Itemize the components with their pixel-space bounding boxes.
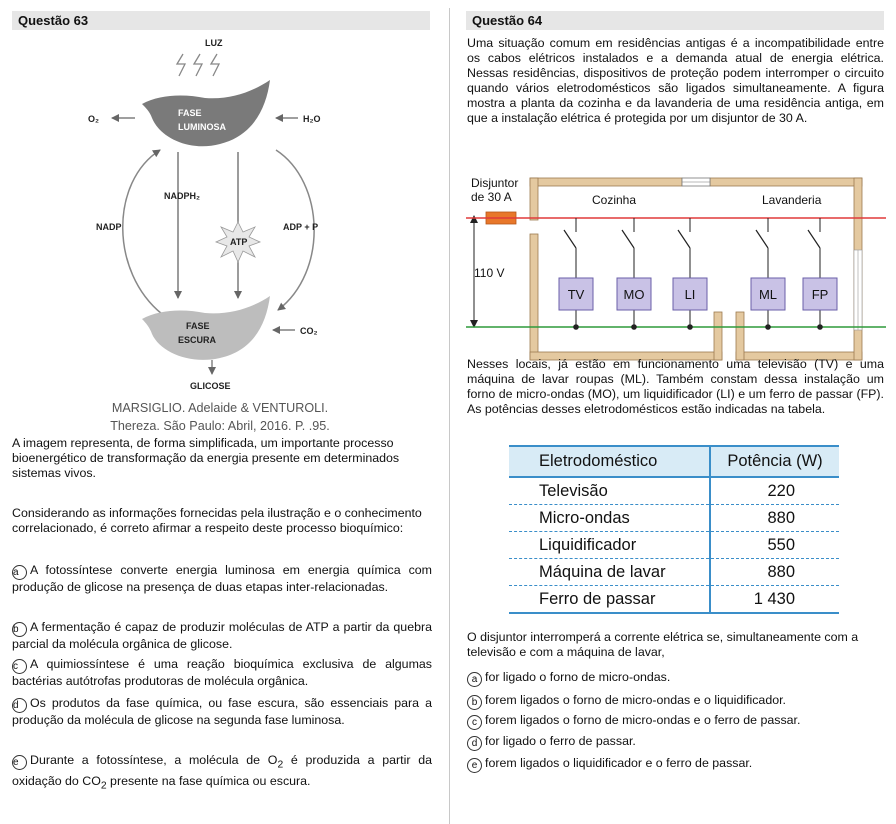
fase-escura-label-1: FASE <box>186 321 210 331</box>
q64-text2: Nesses locais, já estão em funcionamento uma televisão (TV) e uma máquina de lavar roupas (ML). Também constam dessa instalação um forno de micro-ondas (MO), um liquidificador (LI) e um ferro de passar (FP). As potências desses eletrodomésticos estão indicadas na tabela. <box>467 357 884 416</box>
table-header-appliance: Eletrodoméstico <box>509 446 710 477</box>
photosynthesis-diagram <box>80 32 370 392</box>
adp-label: ADP + P <box>283 222 319 232</box>
table-row: Máquina de lavar 880 <box>509 559 839 586</box>
fase-luminosa-label-1: FASE <box>178 108 202 118</box>
appliance-label: LI <box>684 287 696 302</box>
disjuntor-label-1: Disjuntor <box>471 176 519 190</box>
h2o-label: H₂O <box>303 114 321 124</box>
q63-title: Questão 63 <box>12 11 430 30</box>
q64-question: O disjuntor interromperá a corrente elétrica se, simultaneamente com a televisão e com a máquina de lavar, <box>467 630 859 659</box>
light-bolt-icon <box>177 54 219 76</box>
table-row: Micro-ondas 880 <box>509 505 839 532</box>
option-letter: e <box>467 758 482 773</box>
q63-option-b[interactable]: b A fermentação é capaz de produzir moléculas de ATP a partir da quebra parcial da molécula orgânica de glicose. <box>12 620 432 651</box>
option-letter: e <box>12 755 27 770</box>
q63-option-c[interactable]: c A quimiossíntese é uma reação bioquímica exclusiva de algumas bactérias autótrofas produtoras de molécula orgânica. <box>12 657 432 688</box>
q63-intro: A imagem representa, de forma simplificada, um importante processo bioenergético de transformação da energia presente em determinados sistemas vivos. <box>12 436 400 480</box>
q63-option-a[interactable]: a A fotossíntese converte energia luminosa em energia química com produção de glicose na presença de duas etapas inter-relacionadas. <box>12 563 432 594</box>
switch-icon <box>808 230 820 248</box>
q64-intro: Uma situação comum em residências antigas é a incompatibilidade entre os cabos elétricos instalados e a demanda atual de energia elétrica. Nessas residências, dispositivos de proteção podem interromper o circuito quando vários eletrodomésticos são ligados simultaneamente. A figura mostra a planta da cozinha e da lavanderia de uma residência antiga, em que a instalação elétrica é protegida por um disjuntor de 30 A. <box>467 36 884 125</box>
column-divider <box>449 8 450 824</box>
fase-escura-label-2: ESCURA <box>178 335 217 345</box>
option-letter: d <box>467 736 482 751</box>
fase-luminosa-label-2: LUMINOSA <box>178 122 226 132</box>
cozinha-label: Cozinha <box>592 193 637 207</box>
switch-icon <box>756 230 768 248</box>
option-letter: c <box>12 659 27 674</box>
nadph-label: NADPH₂ <box>164 191 200 201</box>
option-letter: a <box>12 565 27 580</box>
option-letter: d <box>12 698 27 713</box>
fase-luminosa-leaf <box>142 80 270 146</box>
q64-option-b[interactable]: b forem ligados o forno de micro-ondas e o liquidificador. <box>467 693 887 710</box>
switch-icon <box>678 230 690 248</box>
nadp-label: NADP <box>96 222 122 232</box>
option-letter: b <box>467 695 482 710</box>
q64-option-d[interactable]: d for ligado o ferro de passar. <box>467 734 887 751</box>
disjuntor-label-2: de 30 A <box>471 190 512 204</box>
o2-label: O₂ <box>88 114 99 124</box>
q63-option-d[interactable]: d Os produtos da fase química, ou fase escura, são essenciais para a produção da molécula de glicose na segunda fase luminosa. <box>12 696 432 727</box>
table-header-power: Potência (W) <box>710 446 839 477</box>
q64-title: Questão 64 <box>466 11 884 30</box>
appliance-label: TV <box>567 287 585 302</box>
glicose-label: GLICOSE <box>190 381 231 391</box>
option-letter: b <box>12 622 27 637</box>
atp-label: ATP <box>230 237 248 247</box>
table-header-row <box>509 446 839 477</box>
switch-icon <box>564 230 576 248</box>
luz-label: LUZ <box>205 38 223 48</box>
electrical-plan-figure <box>462 170 888 370</box>
appliance-label: ML <box>758 287 778 302</box>
table-row: Ferro de passar 1 430 <box>509 586 839 614</box>
co2-label: CO₂ <box>300 326 318 336</box>
q63-question: Considerando as informações fornecidas pela ilustração e o conhecimento correlacionado, é correto afirmar a respeito deste processo bioquímico: <box>12 506 422 535</box>
q63-citation-line1: MARSIGLIO. Adelaide & VENTUROLI. <box>111 401 329 415</box>
table-row: Televisão 220 <box>509 477 839 505</box>
option-letter: a <box>467 672 482 687</box>
option-letter: c <box>467 715 482 730</box>
voltage-label: 110 V <box>474 266 505 280</box>
table-row: Liquidificador 550 <box>509 532 839 559</box>
q64-option-e[interactable]: e forem ligados o liquidificador e o ferro de passar. <box>467 756 887 773</box>
q63-citation-line2: Thereza. São Paulo: Abril, 2016. P. .95. <box>110 419 330 433</box>
q64-option-a[interactable]: a for ligado o forno de micro-ondas. <box>467 670 887 687</box>
appliance-label: FP <box>811 287 829 302</box>
switch-icon <box>622 230 634 248</box>
appliance-label: MO <box>623 287 645 302</box>
q63-option-e[interactable]: e Durante a fotossíntese, a molécula de $O_2$ é produzida a partir da oxidação do $CO_2$ presente na fase química ou escura. <box>12 753 432 792</box>
lavanderia-label: Lavanderia <box>762 193 822 207</box>
q64-option-c[interactable]: c forem ligados o forno de micro-ondas e o ferro de passar. <box>467 713 887 730</box>
power-table <box>509 445 839 614</box>
